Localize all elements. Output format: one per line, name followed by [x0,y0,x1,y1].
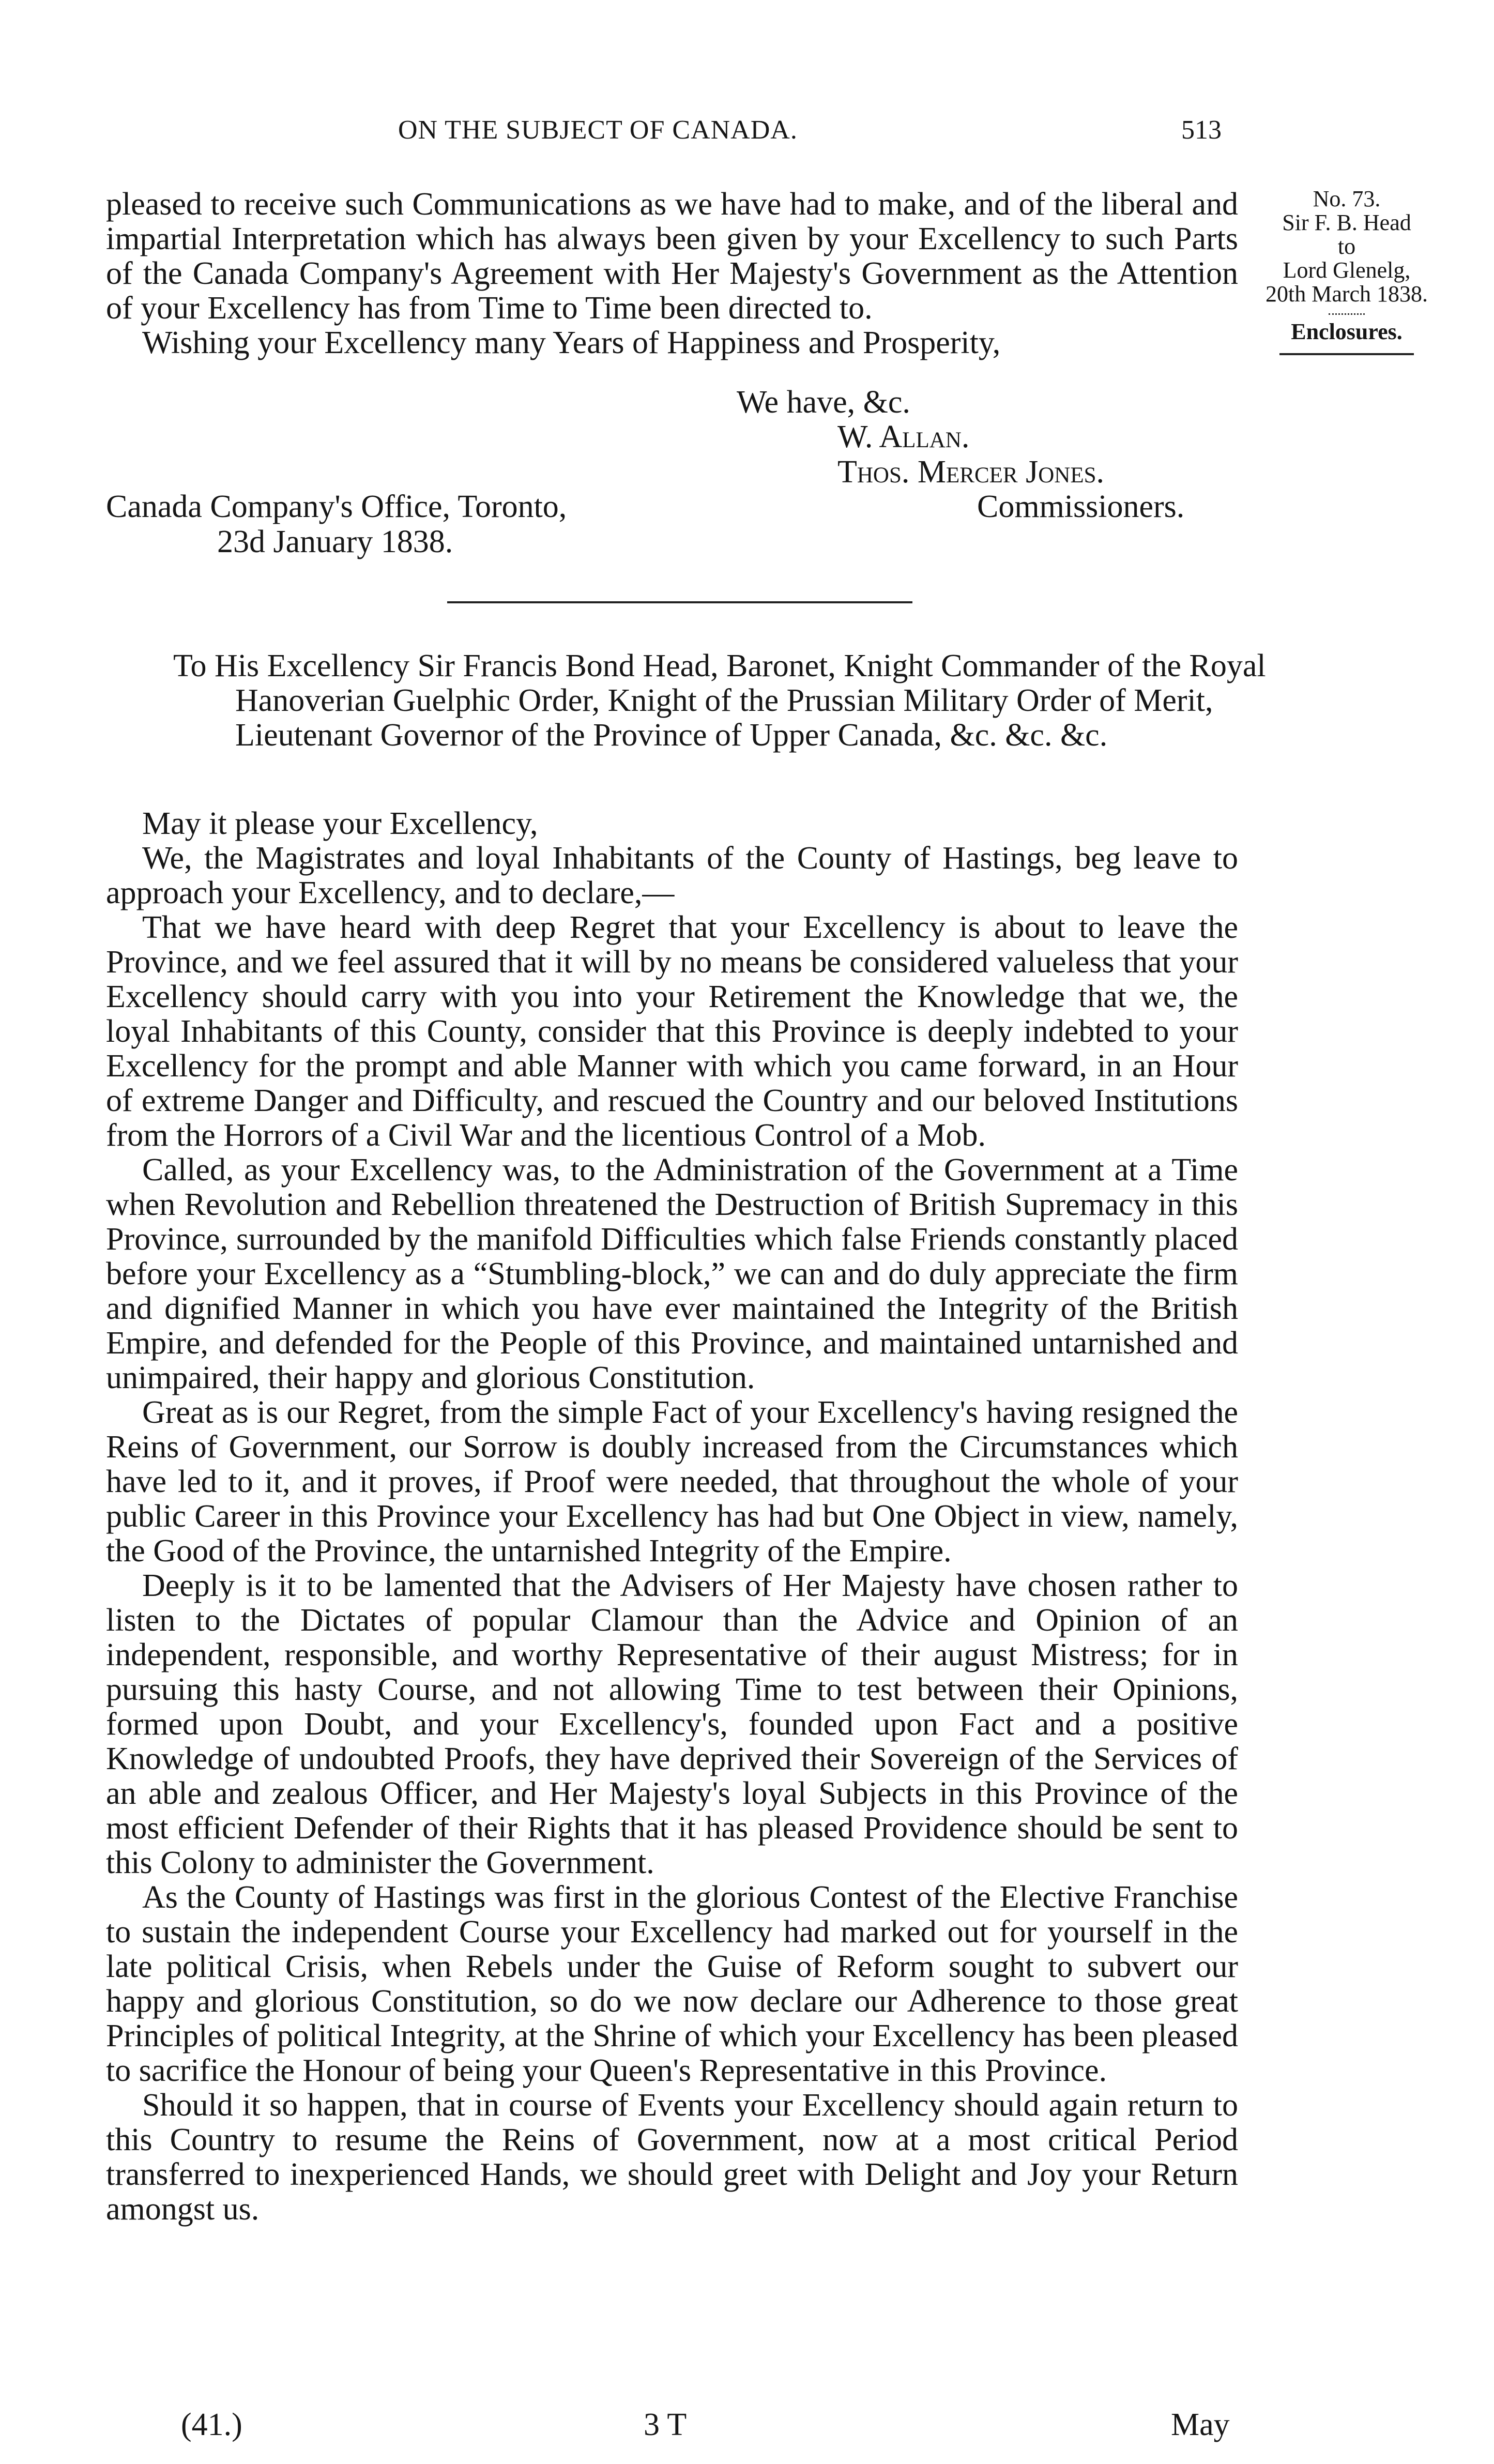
section-divider [447,601,912,603]
signature-name-allan: W. Allan. [837,419,970,454]
continuation-block [106,187,1238,360]
body-paragraph: That we have heard with deep Regret that your Excellency is about to leave the Province, and we feel assured that it will by no means be considered valueless that your Excellency should carry with you into your Retirement the Knowledge that we, the loyal Inhabitants of this County, consider that this Province is deeply indebted to your Excellency for the prompt and able Manner with which you came forward, in an Hour of extreme Danger and Difficulty, and rescued the Country and our beloved Institutions from the Horrors of a Civil War and the licentious Control of a Mob. [106,910,1238,1153]
margin-note-recipient: Lord Glenelg, [1283,257,1411,283]
closing-wish: Wishing your Excellency many Years of Happiness and Prosperity, [142,325,1001,360]
signature-commissioners: Commissioners. [977,489,1185,524]
page-number: 513 [1181,115,1222,145]
continuation-paragraph: pleased to receive such Communications as we have had to make, and of the liberal and impartial Interpretation which has always been given by your Excellency to such Parts of the Canada Company's Agreement with Her Majesty's Government as the Attention of your Excellency has from Time to Time been directed to. [106,187,1238,326]
margin-note-rule [1279,353,1414,355]
running-head-title: ON THE SUBJECT OF CANADA. [398,115,798,145]
salutation: May it please your Excellency, [142,806,538,841]
margin-note-sender: Sir F. B. Head [1282,210,1411,235]
body-paragraph: We, the Magistrates and loyal Inhabitants of the County of Hastings, beg leave to approach your Excellency, and to declare,— [106,841,1238,910]
signature-mark: 3 T [644,2407,687,2442]
body-paragraph: Great as is our Regret, from the simple Fact of your Excellency's having resigned the Reins of Government, our Sorrow is doubly increased from the Circumstances which have led to it, and it proves, if Proof were needed, that throughout the whole of your public Career in this Province your Excellency has had but One Object in view, namely, the Good of the Province, the untarnished Integrity of the Empire. [106,1395,1238,1569]
document-number: No. 73. [1313,186,1381,211]
signature-we-have: We have, &c. [737,385,910,420]
body-paragraph: Should it so happen, that in course of Events your Excellency should again return to this Country to resume the Reins of Government, now at a most critical Period transferred to inexperienced Hands, we should greet with Delight and Joy your Return amongst us. [106,2088,1238,2227]
margin-note [1251,187,1442,355]
body-paragraph: Called, as your Excellency was, to the Administration of the Government at a Time when Revolution and Rebellion threatened the Destruction of British Supremacy in this Province, surrounded by the manifold Difficulties which false Friends constantly placed before your Excellency as a “Stumbling-block,” we can and do duly appreciate the firm and dignified Manner in which you have ever maintained the Integrity of the British Empire, and defended for the People of this Province, and maintained untarnished and unimpaired, their happy and glorious Constitution. [106,1152,1238,1395]
margin-note-enclosures: Enclosures. [1291,319,1402,344]
address-heading: To His Excellency Sir Francis Bond Head, Baronet, Knight Commander of the Royal Hanoverian Guelphic Order, Knight of the Prussian Military Order of Merit, Lieutenant Governor of the Province of Upper Canada, &c. &c. &c. [173,648,1266,753]
sheet-number: (41.) [181,2407,242,2442]
margin-note-date: 20th March 1838. [1265,281,1428,307]
signature-name-jones: Thos. Mercer Jones. [837,454,1105,490]
signature-date: 23d January 1838. [217,524,453,559]
address-body [106,807,1238,2227]
catchword: May [1171,2407,1230,2442]
margin-note-to: to [1337,234,1356,259]
margin-note-separator [1329,313,1365,315]
body-paragraph: Deeply is it to be lamented that the Advisers of Her Majesty have chosen rather to listen to the Dictates of popular Clamour than the Advice and Opinion of an independent, responsible, and worthy Representative of their august Mistress; for in pursuing this hasty Course, and not allowing Time to test between their Opinions, formed upon Doubt, and your Excellency's, founded upon Fact and a positive Knowledge of undoubted Proofs, they have deprived their Sovereign of the Services of an able and zealous Officer, and Her Majesty's loyal Subjects in this Province of the most efficient Defender of their Rights that it has pleased Providence should be sent to this Colony to administer the Government. [106,1568,1238,1880]
body-paragraph: As the County of Hastings was first in the glorious Contest of the Elective Franchise to sustain the independent Course your Excellency had marked out for yourself in the late political Crisis, when Rebels under the Guise of Reform sought to subvert our happy and glorious Constitution, so do we now declare our Adherence to those great Principles of political Integrity, at the Shrine of which your Excellency has been pleased to sacrifice the Honour of being your Queen's Representative in this Province. [106,1880,1238,2088]
signature-office: Canada Company's Office, Toronto, [106,489,567,524]
